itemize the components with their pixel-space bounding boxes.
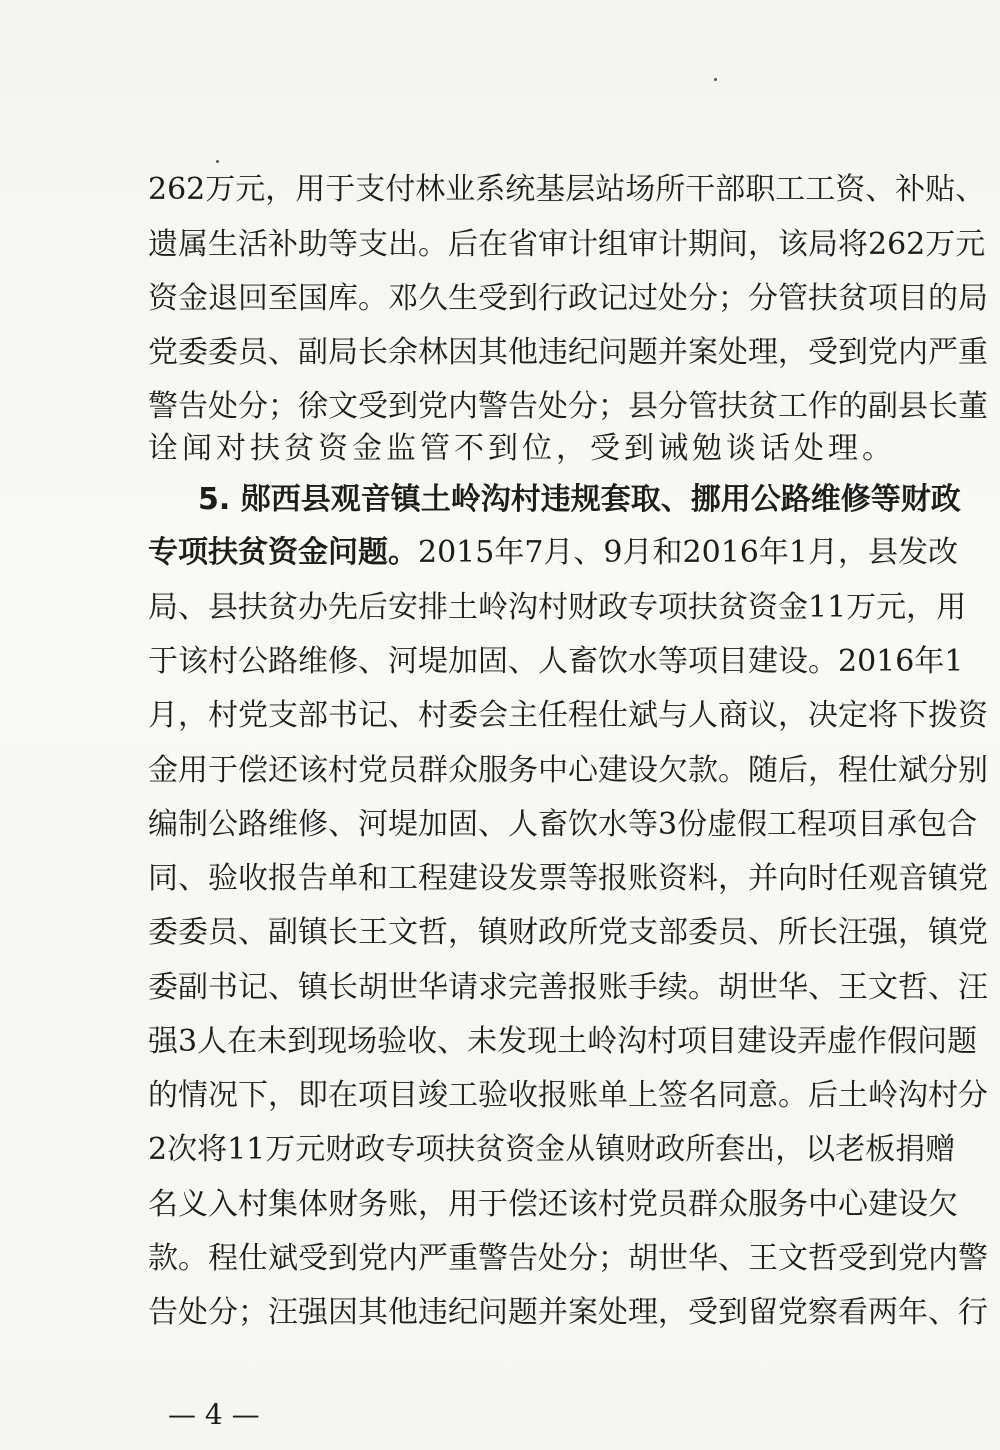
text-line: 编制公路维修、河堤加固、人畜饮水等3份虚假工程项目承包合 (148, 807, 978, 842)
text-line: 党委委员、副局长余林因其他违纪问题并案处理，受到党内严重 (148, 335, 988, 370)
text-line: 强3人在未到现场验收、未发现土岭沟村项目建设弄虚作假问题 (148, 1024, 978, 1059)
page-number: — 4 — (168, 1398, 260, 1431)
text-line: 款。程仕斌受到党内严重警告处分；胡世华、王文哲受到党内警 (148, 1241, 988, 1276)
text-line: 于该村公路维修、河堤加固、人畜饮水等项目建设。2016年1 (148, 644, 964, 679)
text-line: 名义入村集体财务账，用于偿还该村党员群众服务中心建设欠 (148, 1187, 958, 1222)
text-line: 同、验收报告单和工程建设发票等报账资料，并向时任观音镇党 (148, 861, 988, 896)
text-line: 委副书记、镇长胡世华请求完善报账手续。胡世华、王文哲、汪 (148, 970, 988, 1005)
scan-speck (714, 78, 717, 81)
item-heading-end: 专项扶贫资金问题。 (148, 535, 418, 570)
text-line: 金用于偿还该村党员群众服务中心建设欠款。随后，程仕斌分别 (148, 753, 988, 788)
text-line (148, 533, 958, 573)
text-line: 局、县扶贫办先后安排土岭沟村财政专项扶贫资金11万元，用 (148, 590, 967, 625)
text-line: 资金退回至国库。邓久生受到行政记过处分；分管扶贫项目的局 (148, 281, 988, 316)
text-line: 告处分；汪强因其他违纪问题并案处理，受到留党察看两年、行 (148, 1295, 988, 1330)
item-heading: 5. 郧西县观音镇土岭沟村违规套取、挪用公路维修等财政 (198, 482, 961, 517)
text-segment: 2015年7月、9月和2016年1月，县发改 (418, 535, 958, 570)
text-line: 委委员、副镇长王文哲，镇财政所党支部委员、所长汪强，镇党 (148, 915, 988, 950)
text-line: 警告处分；徐文受到党内警告处分；县分管扶贫工作的副县长董 (148, 389, 988, 424)
text-line: 的情况下，即在项目竣工验收报账单上签名同意。后土岭沟村分 (148, 1078, 988, 1113)
text-line: 月，村党支部书记、村委会主任程仕斌与人商议，决定将下拨资 (148, 698, 988, 733)
text-line: 遗属生活补助等支出。后在省审计组审计期间，该局将262万元 (148, 227, 986, 262)
text-line: 2次将11万元财政专项扶贫资金从镇财政所套出，以老板捐赠 (148, 1132, 956, 1167)
scan-speck (216, 160, 219, 163)
text-line: 诠闻对扶贫资金监管不到位，受到诫勉谈话处理。 (148, 431, 896, 466)
text-line: 262万元，用于支付林业系统基层站场所干部职工工资、补贴、 (148, 172, 986, 207)
